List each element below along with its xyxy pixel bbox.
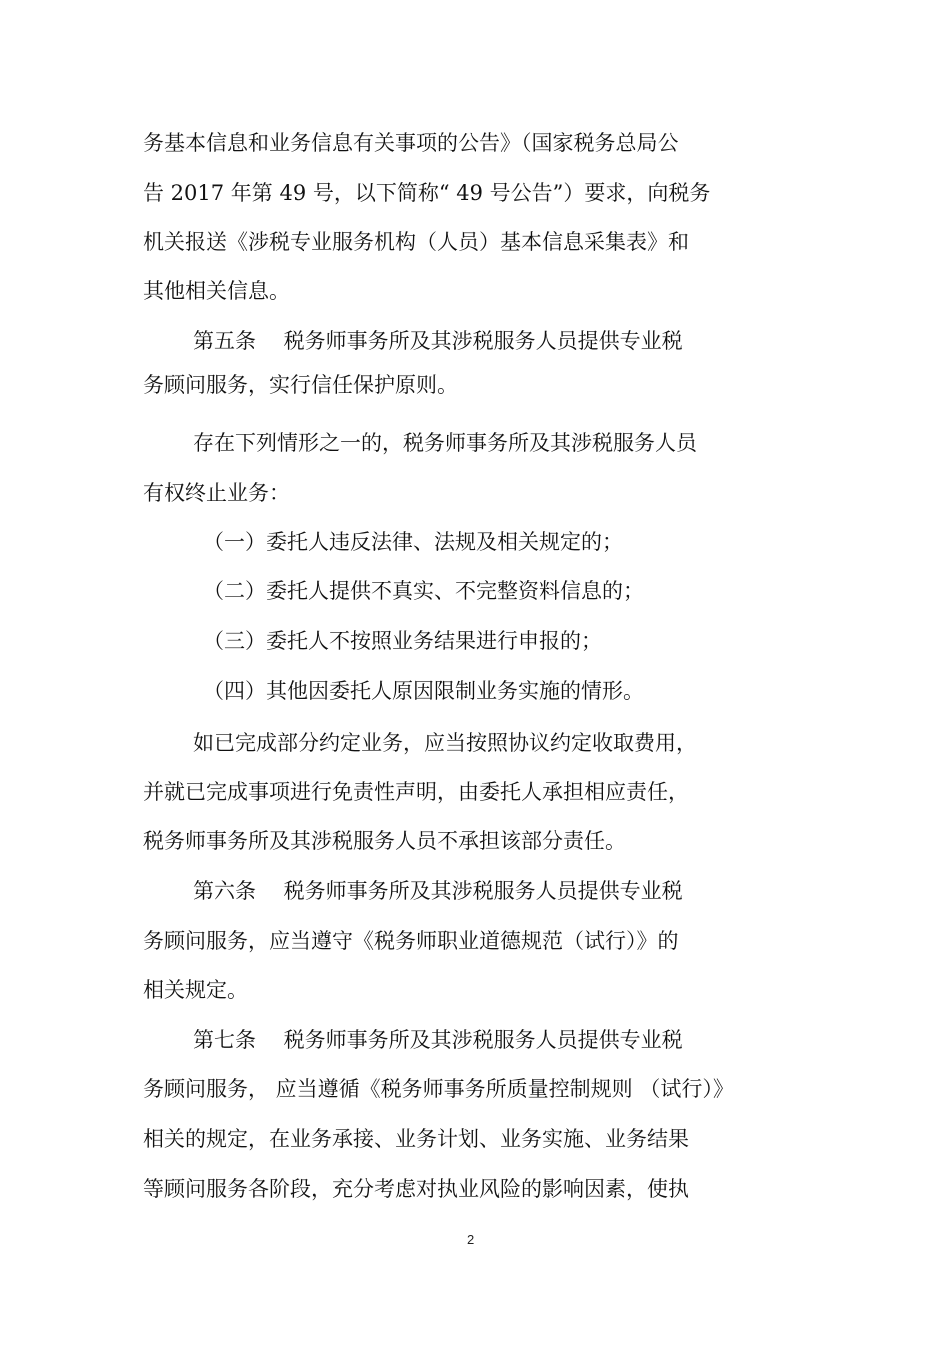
article-6-heading-line: 第六条 税务师事务所及其涉税服务人员提供专业税 bbox=[193, 879, 683, 903]
list-item: （三）委托人不按照业务结果进行申报的； bbox=[203, 629, 602, 653]
text-line: 务顾问服务，实行信任保护原则。 bbox=[143, 373, 458, 397]
text-line: 务顾问服务， 应当遵循《税务师事务所质量控制规则 （试行）》 bbox=[143, 1077, 734, 1101]
list-item: （二）委托人提供不真实、不完整资料信息的； bbox=[203, 579, 644, 603]
text-line: 税务师事务所及其涉税服务人员不承担该部分责任。 bbox=[143, 829, 626, 853]
text-line: 相关的规定，在业务承接、业务计划、业务实施、业务结果 bbox=[143, 1127, 689, 1151]
article-5-heading-line: 第五条 税务师事务所及其涉税服务人员提供专业税 bbox=[193, 329, 683, 353]
text-line: 其他相关信息。 bbox=[143, 279, 290, 303]
list-item: （一）委托人违反法律、法规及相关规定的； bbox=[203, 530, 623, 554]
text-line: 并就已完成事项进行免责性声明，由委托人承担相应责任， bbox=[143, 780, 689, 804]
text-line: 相关规定。 bbox=[143, 978, 248, 1002]
text-line: 告 2017 年第 49 号，以下简称“ 49 号公告”）要求，向税务 bbox=[143, 181, 711, 205]
page-number: 2 bbox=[467, 1232, 475, 1247]
text-line: 等顾问服务各阶段，充分考虑对执业风险的影响因素，使执 bbox=[143, 1177, 689, 1201]
article-7-heading-line: 第七条 税务师事务所及其涉税服务人员提供专业税 bbox=[193, 1028, 683, 1052]
text-line: 务基本信息和业务信息有关事项的公告》（国家税务总局公 bbox=[143, 131, 679, 155]
paragraph-start-line: 如已完成部分约定业务，应当按照协议约定收取费用， bbox=[193, 731, 697, 755]
text-line: 务顾问服务，应当遵守《税务师职业道德规范（试行）》的 bbox=[143, 929, 679, 953]
text-line: 机关报送《涉税专业服务机构（人员）基本信息采集表》和 bbox=[143, 230, 689, 254]
paragraph-start-line: 存在下列情形之一的，税务师事务所及其涉税服务人员 bbox=[193, 431, 697, 455]
text-line: 有权终止业务： bbox=[143, 481, 290, 505]
list-item: （四）其他因委托人原因限制业务实施的情形。 bbox=[203, 679, 644, 703]
